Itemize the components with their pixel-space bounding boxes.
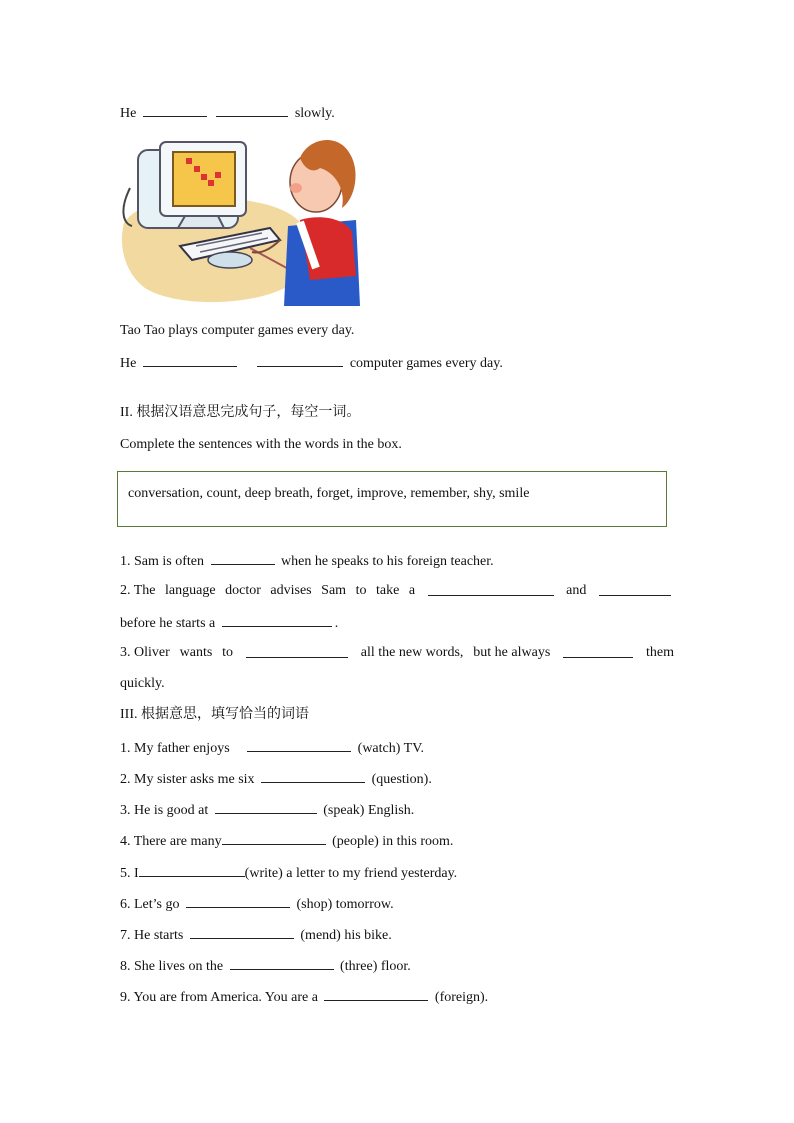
section-heading-ii: II. 根据汉语意思完成句子，每空一词。 (120, 405, 361, 420)
word: them (645, 645, 674, 660)
answer-blank[interactable] (216, 103, 288, 117)
text: (foreign). (434, 990, 489, 1005)
question-3-2 (120, 769, 432, 789)
text: 4. There are many (120, 834, 222, 849)
answer-blank[interactable] (190, 925, 294, 939)
text: 7. He starts (120, 928, 184, 943)
answer-blank[interactable] (222, 613, 332, 627)
question-3-1 (120, 738, 424, 758)
answer-blank[interactable] (563, 644, 633, 658)
text: 9. You are from America. You are a (120, 990, 318, 1005)
text: (people) in this room. (332, 834, 454, 849)
word: and (566, 583, 587, 598)
answer-blank[interactable] (246, 644, 348, 658)
sentence-tao-tao: Tao Tao plays computer games every day. (120, 323, 355, 338)
answer-blank[interactable] (261, 769, 365, 783)
question-3-3 (120, 800, 414, 820)
instruction-text: Complete the sentences with the words in the box. (120, 437, 402, 452)
answer-blank[interactable] (215, 800, 317, 814)
text: slowly. (294, 106, 335, 121)
question-2-2 (120, 582, 674, 600)
text: (three) floor. (340, 959, 411, 974)
word: 2. The (120, 583, 156, 598)
text: 8. She lives on the (120, 959, 224, 974)
word-box-list: conversation, count, deep breath, forget, improve, remember, shy, smile (128, 486, 530, 501)
text: 2. My sister asks me six (120, 772, 255, 787)
word: but he always (473, 645, 551, 660)
question-2-1 (120, 551, 494, 571)
word: to (222, 645, 234, 660)
word-box (117, 471, 667, 527)
text: . (334, 616, 339, 631)
answer-blank[interactable] (211, 551, 275, 565)
sentence-he-slowly (120, 103, 335, 123)
word: to (355, 583, 367, 598)
word: a (408, 583, 416, 598)
word: all the new words, (360, 645, 464, 660)
text: He (120, 356, 137, 371)
word: Sam (321, 583, 347, 598)
text: 1. Sam is often (120, 554, 204, 569)
question-3-4 (120, 831, 453, 851)
word: 3. Oliver (120, 645, 170, 660)
text: (speak) English. (323, 803, 415, 818)
word: take (376, 583, 400, 598)
text: He (120, 106, 137, 121)
word: language (165, 583, 216, 598)
answer-blank[interactable] (428, 582, 554, 596)
text: 5. I (120, 866, 139, 881)
answer-blank[interactable] (139, 863, 245, 877)
word: advises (270, 583, 312, 598)
text: (mend) his bike. (300, 928, 392, 943)
answer-blank[interactable] (247, 738, 351, 752)
answer-blank[interactable] (143, 103, 207, 117)
text: (write) a letter to my friend yesterday. (244, 866, 458, 881)
answer-blank[interactable] (324, 987, 428, 1001)
question-2-3 (120, 644, 674, 662)
text: computer games every day. (349, 356, 503, 371)
word: wants (179, 645, 213, 660)
text: when he speaks to his foreign teacher. (281, 554, 494, 569)
answer-blank[interactable] (143, 353, 237, 367)
section-heading-iii: III. 根据意思，填写恰当的词语 (120, 707, 309, 722)
question-2-3-cont: quickly. (120, 676, 165, 691)
question-3-9 (120, 987, 488, 1007)
question-3-5 (120, 863, 457, 883)
text: 1. My father enjoys (120, 741, 230, 756)
answer-blank[interactable] (257, 353, 343, 367)
question-3-7 (120, 925, 392, 945)
text: (watch) TV. (357, 741, 425, 756)
answer-blank[interactable] (222, 831, 326, 845)
word: doctor (225, 583, 261, 598)
boy-computer-illustration (120, 128, 362, 312)
text: 3. He is good at (120, 803, 209, 818)
answer-blank[interactable] (230, 956, 334, 970)
question-3-8 (120, 956, 411, 976)
question-2-2-cont (120, 613, 338, 633)
text: before he starts a (120, 616, 216, 631)
text: 6. Let’s go (120, 897, 180, 912)
question-3-6 (120, 894, 394, 914)
answer-blank[interactable] (599, 582, 671, 596)
sentence-he-computer-games (120, 353, 503, 373)
text: (question). (371, 772, 432, 787)
text: (shop) tomorrow. (296, 897, 394, 912)
answer-blank[interactable] (186, 894, 290, 908)
